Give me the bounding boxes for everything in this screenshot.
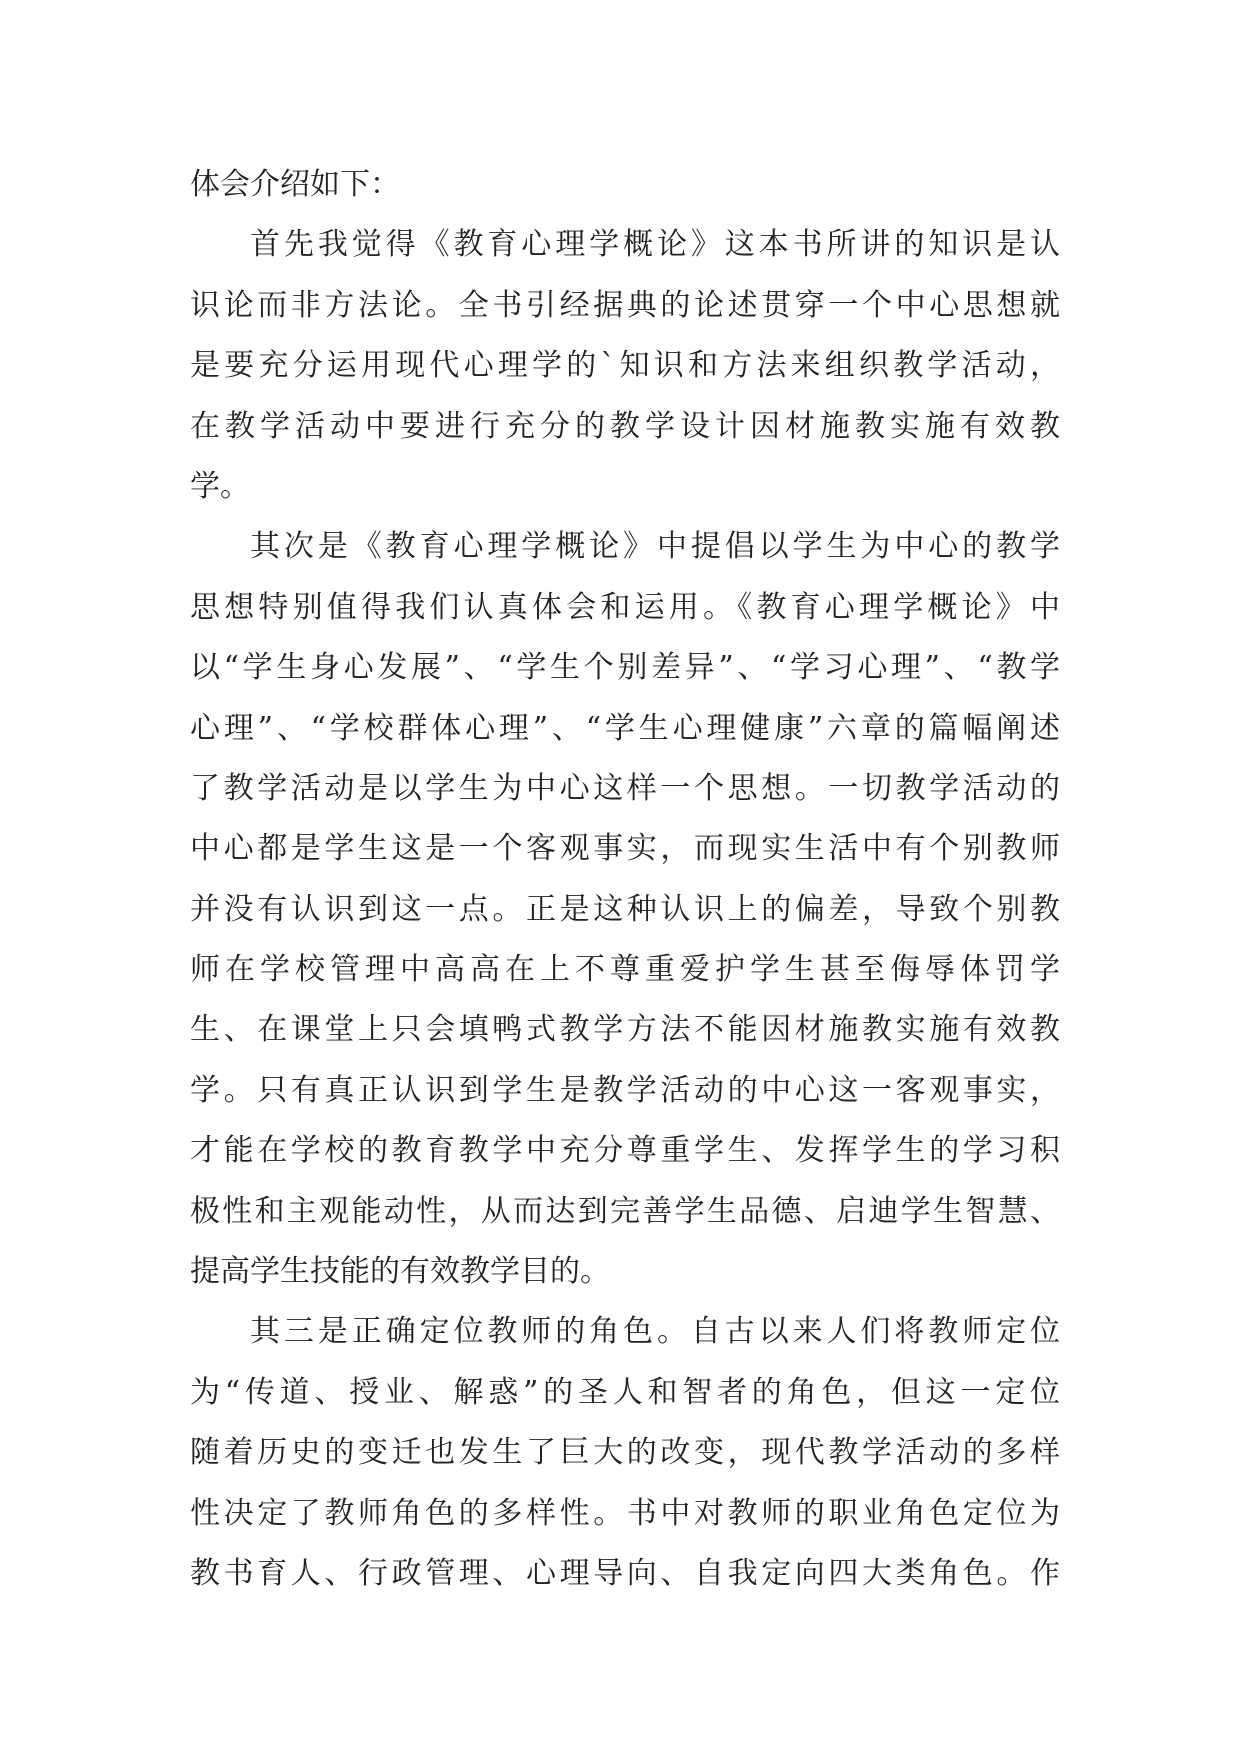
text-line: 心理”、“学校群体心理”、“学生心理健康”六章的篇幅阐述 — [190, 710, 1060, 746]
text-line: 了教学活动是以学生为中心这样一个思想。一切教学活动的 — [190, 770, 1060, 806]
text-line: 随着历史的变迁也发生了巨大的改变，现代教学活动的多样 — [190, 1435, 1060, 1471]
text-line: 中心都是学生这是一个客观事实，而现实生活中有个别教师 — [190, 831, 1060, 867]
text-line: 识论而非方法论。全书引经据典的论述贯穿一个中心思想就 — [190, 287, 1060, 323]
text-line: 体会介绍如下： — [190, 167, 400, 202]
text-line: 才能在学校的教育教学中充分尊重学生、发挥学生的学习积 — [190, 1133, 1060, 1169]
paragraph-end-line: 提高学生技能的有效教学目的。 — [190, 1254, 610, 1290]
text-line: 学。只有真正认识到学生是教学活动的中心这一客观事实， — [190, 1072, 1060, 1108]
text-line: 师在学校管理中高高在上不尊重爱护学生甚至侮辱体罚学 — [190, 952, 1060, 988]
text-line: 在教学活动中要进行充分的教学设计因材施教实施有效教 — [190, 408, 1060, 444]
text-line: 是要充分运用现代心理学的`知识和方法来组织教学活动， — [190, 348, 1060, 384]
document-body — [190, 155, 1060, 1604]
text-line: 思想特别值得我们认真体会和运用。《教育心理学概论》中 — [190, 589, 1060, 625]
text-line: 极性和主观能动性，从而达到完善学生品德、启迪学生智慧、 — [190, 1193, 1060, 1229]
text-line: 并没有认识到这一点。正是这种认识上的偏差，导致个别教 — [190, 891, 1060, 927]
text-line: 以“学生身心发展”、“学生个别差异”、“学习心理”、“教学 — [190, 650, 1060, 686]
text-line: 生、在课堂上只会填鸭式教学方法不能因材施教实施有效教 — [190, 1012, 1060, 1048]
text-line: 为“传道、授业、解惑”的圣人和智者的角色，但这一定位 — [190, 1374, 1060, 1410]
paragraph-start-line: 其次是《教育心理学概论》中提倡以学生为中心的教学 — [250, 529, 1060, 565]
paragraph-end-line: 学。 — [190, 468, 250, 504]
text-line: 性决定了教师角色的多样性。书中对教师的职业角色定位为 — [190, 1495, 1060, 1531]
paragraph-start-line: 其三是正确定位教师的角色。自古以来人们将教师定位 — [250, 1314, 1060, 1350]
text-line: 教书育人、行政管理、心理导向、自我定向四大类角色。作 — [190, 1555, 1060, 1591]
paragraph-start-line: 首先我觉得《教育心理学概论》这本书所讲的知识是认 — [250, 227, 1060, 263]
